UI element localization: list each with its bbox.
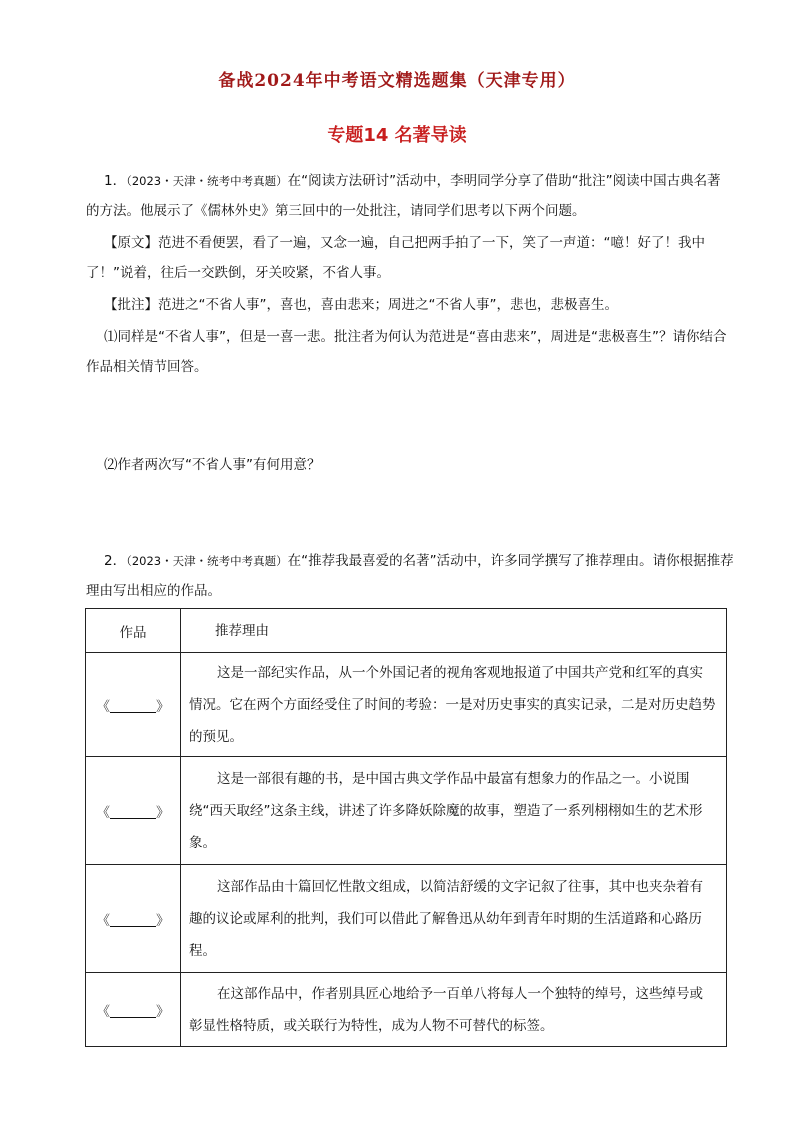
table-row (86, 865, 727, 973)
table-row (86, 653, 727, 757)
original-label: 【原文】 (104, 235, 158, 251)
question-2-number: 2． (104, 553, 127, 569)
recommendation-table (85, 608, 727, 1047)
question-1-intro (86, 166, 734, 226)
answer-blank-cell[interactable]: 《 》 (86, 653, 181, 757)
question-1-intro-text: 在“阅读方法研讨”活动中，李明同学分享了借助“批注”阅读中国古典名著的方法。他展示了《儒林外史》第三回中的一处批注，请同学们思考以下两个问题。 (86, 173, 721, 219)
table-header-row (86, 609, 727, 653)
reason-cell: 这部作品由十篇回忆性散文组成，以简洁舒缓的文字记叙了往事，其中也夹杂着有趣的议论或犀利的批判，我们可以借此了解鲁迅从幼年到青年时期的生活道路和心路历程。 (181, 865, 727, 973)
answer-blank-cell[interactable]: 《 》 (86, 865, 181, 973)
answer-blank[interactable] (110, 1003, 156, 1018)
question-1-annotation (86, 290, 734, 320)
question-1-source: （2023・天津・统考中考真题） (126, 174, 288, 188)
answer-blank[interactable] (110, 912, 156, 927)
reason-cell: 这是一部很有趣的书，是中国古典文学作品中最富有想象力的作品之一。小说围绕“西天取经”这条主线，讲述了许多降妖除魔的故事，塑造了一系列栩栩如生的艺术形象。 (181, 757, 727, 865)
annotation-label: 【批注】 (104, 297, 158, 313)
document-title: 备战2024年中考语文精选题集（天津专用） (218, 71, 576, 91)
answer-blank-cell[interactable]: 《 》 (86, 757, 181, 865)
question-2-intro-text: 在“推荐我最喜爱的名著”活动中，许多同学撰写了推荐理由。请你根据推荐理由写出相应的作品。 (86, 553, 734, 599)
reason-cell: 这是一部纪实作品，从一个外国记者的视角客观地报道了中国共产党和红军的真实情况。它在两个方面经受住了时间的考验：一是对历史事实的真实记录，二是对历史趋势的预见。 (181, 653, 727, 757)
topic-title: 专题14 名著导读 (327, 125, 467, 146)
question-2-source: （2023・天津・统考中考真题） (126, 554, 288, 568)
table-row (86, 757, 727, 865)
question-1-original (86, 228, 734, 288)
answer-blank[interactable] (110, 804, 156, 819)
table-row (86, 973, 727, 1047)
question-1-number: 1． (104, 173, 127, 189)
header-work: 作品 (86, 609, 181, 653)
question-1-sub-2: ⑵作者两次写“不省人事”有何用意？ (104, 457, 321, 473)
reason-cell: 在这部作品中，作者别具匠心地给予一百单八将每人一个独特的绰号，这些绰号或彰显性格特质，或关联行为特性，成为人物不可替代的标签。 (181, 973, 727, 1047)
question-1-sub-1: ⑴同样是“不省人事”，但是一喜一悲。批注者为何认为范进是“喜由悲来”，周进是“悲极喜生”？请你结合作品相关情节回答。 (86, 329, 727, 375)
question-2-intro (86, 546, 734, 606)
answer-blank[interactable] (110, 698, 156, 713)
header-reason: 推荐理由 (181, 609, 727, 653)
annotation-text: 范进之“不省人事”，喜也，喜由悲来；周进之“不省人事”，悲也，悲极喜生。 (158, 297, 618, 313)
answer-blank-cell[interactable]: 《 》 (86, 973, 181, 1047)
original-text: 范进不看便罢，看了一遍，又念一遍，自己把两手拍了一下，笑了一声道：“噫！好了！我中了！”说着，往后一交跌倒，牙关咬紧，不省人事。 (86, 235, 705, 281)
